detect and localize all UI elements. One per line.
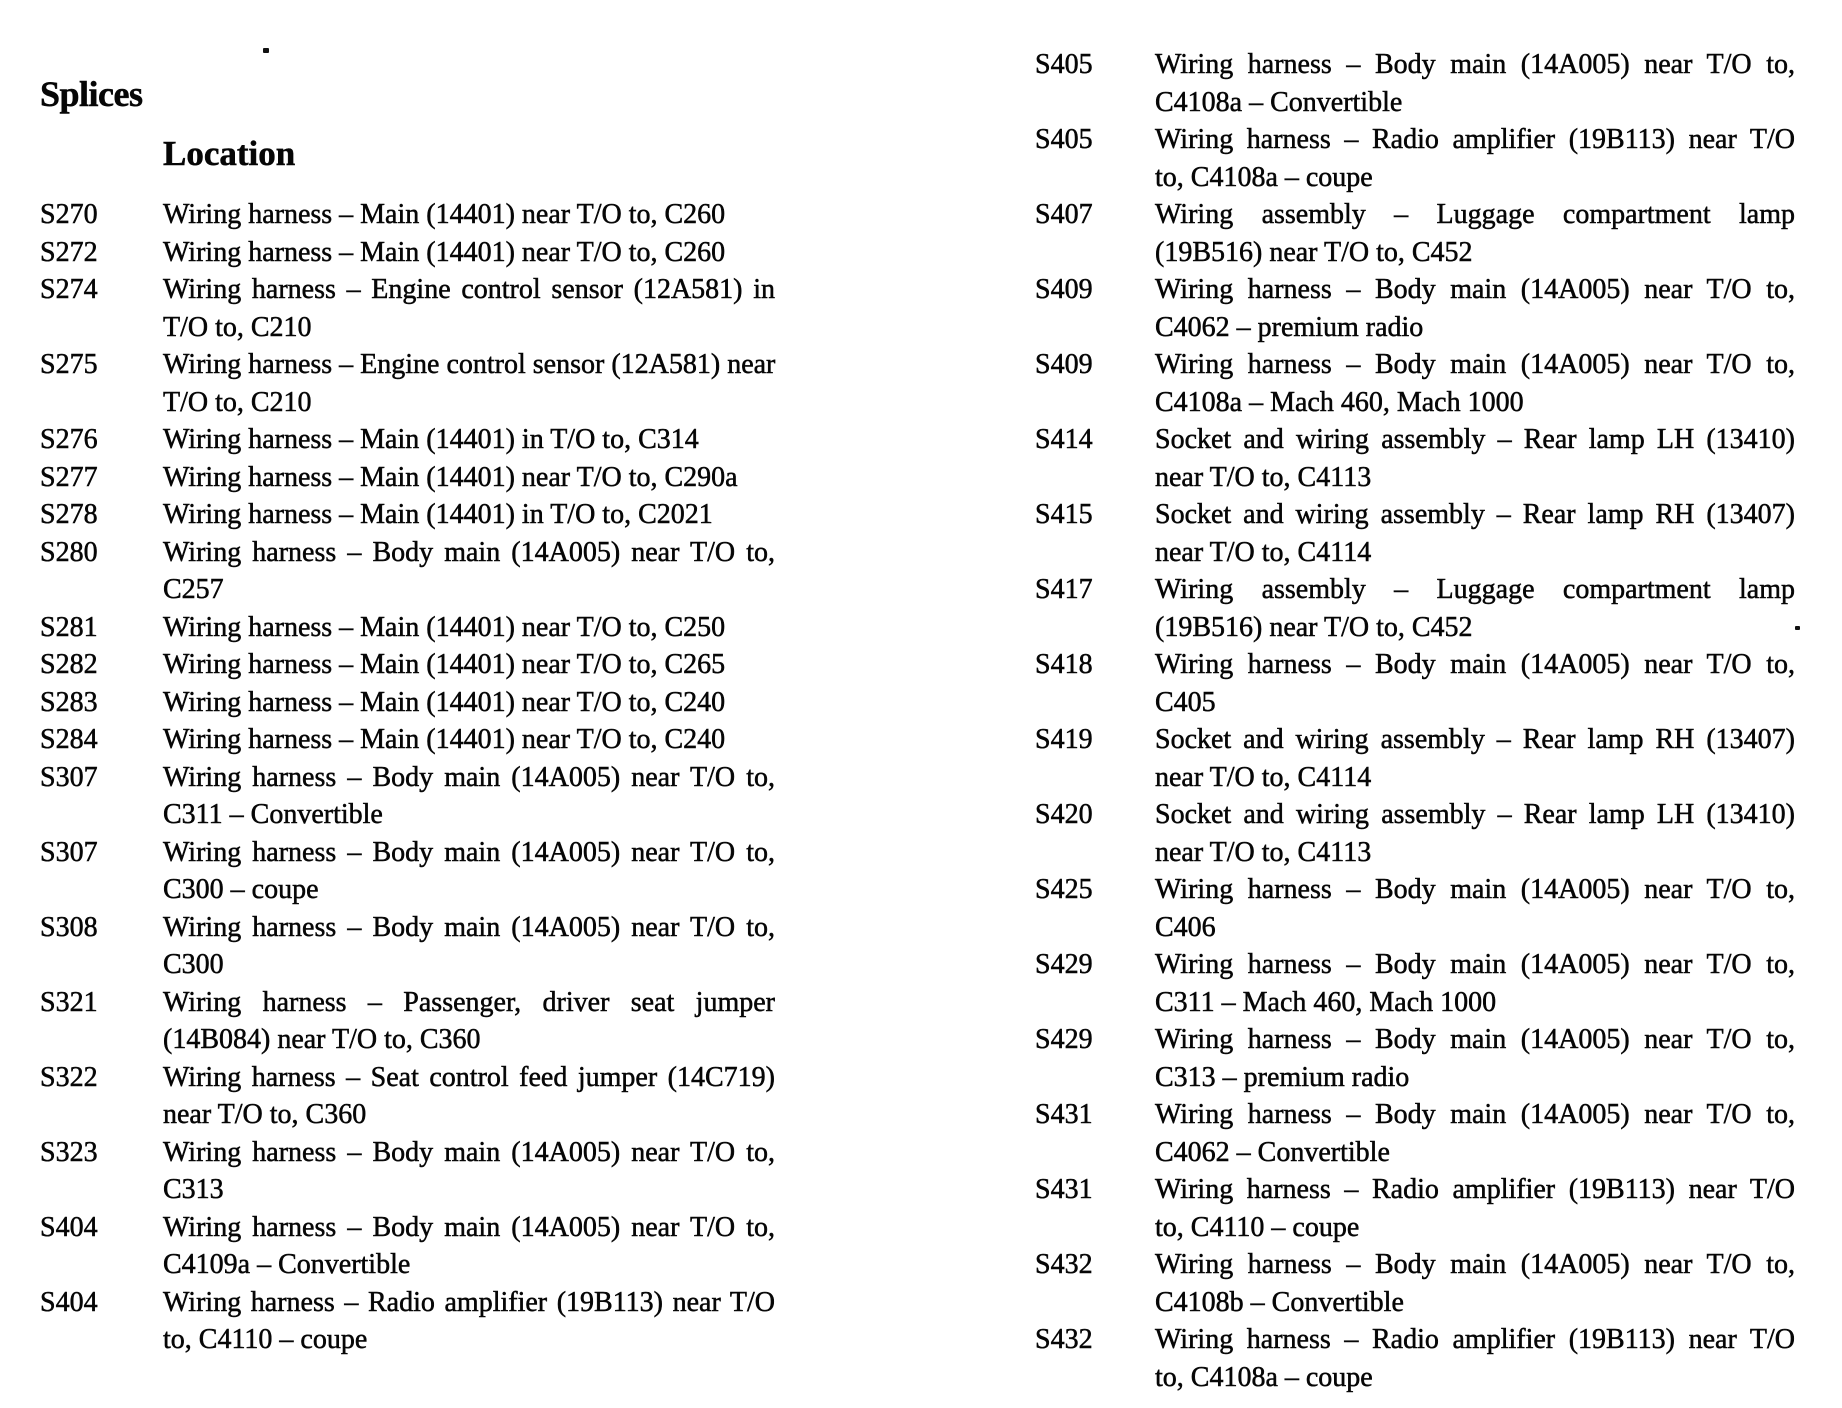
location-line: C406 xyxy=(1155,911,1216,943)
splice-code: S432 xyxy=(1035,1249,1093,1280)
splice-location xyxy=(1155,46,1795,121)
location-line: T/O to, C210 xyxy=(163,386,312,418)
location-line: Socket and wiring assembly – Rear lamp LH (13410) xyxy=(1155,799,1795,830)
splice-row xyxy=(40,271,775,346)
splice-location xyxy=(163,984,775,1059)
splice-row xyxy=(40,609,775,647)
splice-code: S321 xyxy=(40,986,98,1018)
splice-code: S409 xyxy=(1035,349,1093,380)
splice-row xyxy=(40,459,775,497)
splice-location xyxy=(163,421,775,459)
splice-row xyxy=(1035,271,1795,346)
splice-location xyxy=(1155,496,1795,571)
splice-list-right xyxy=(1035,46,1795,1396)
location-line: Wiring harness – Body main (14A005) near T/O to, xyxy=(1155,1024,1795,1055)
splice-code: S276 xyxy=(40,424,98,455)
location-line: Socket and wiring assembly – Rear lamp RH (13407) xyxy=(1155,499,1795,530)
location-line: Wiring harness – Body main (14A005) near T/O to, xyxy=(1155,1099,1795,1130)
splice-code: S270 xyxy=(40,199,98,230)
splice-row xyxy=(40,421,775,459)
splice-code: S322 xyxy=(40,1061,98,1093)
splice-row xyxy=(1035,421,1795,496)
splice-row xyxy=(1035,121,1795,196)
splice-code: S323 xyxy=(40,1136,98,1168)
location-line: Wiring harness – Main (14401) near T/O to, C250 xyxy=(163,611,726,643)
location-line: Wiring harness – Main (14401) near T/O to, C265 xyxy=(163,649,726,680)
page-title: Splices xyxy=(40,74,143,114)
location-line: C300 – coupe xyxy=(163,874,319,905)
location-line: C313 – premium radio xyxy=(1155,1061,1410,1093)
location-line: Wiring harness – Body main (14A005) near T/O to, xyxy=(163,536,775,568)
location-line: Wiring harness – Body main (14A005) near T/O to, xyxy=(163,911,775,943)
splice-location xyxy=(163,759,775,834)
location-line: to, C4110 – coupe xyxy=(163,1324,368,1355)
splice-row xyxy=(1035,496,1795,571)
location-line: Wiring harness – Body main (14A005) near T/O to, xyxy=(1155,49,1795,80)
splice-row xyxy=(40,496,775,534)
location-line: Wiring harness – Main (14401) near T/O to, C260 xyxy=(163,236,726,268)
splice-code: S281 xyxy=(40,611,98,643)
splice-code: S418 xyxy=(1035,649,1093,680)
location-line: Wiring harness – Engine control sensor (12A581) near xyxy=(163,349,776,380)
splice-code: S278 xyxy=(40,499,98,530)
location-line: Wiring assembly – Luggage compartment lamp xyxy=(1155,574,1795,605)
location-line: T/O to, C210 xyxy=(163,311,312,343)
splice-row xyxy=(1035,1096,1795,1171)
splice-row xyxy=(40,1209,775,1284)
splice-location xyxy=(1155,346,1795,421)
location-line: C311 – Mach 460, Mach 1000 xyxy=(1155,986,1497,1018)
location-line: C300 xyxy=(163,949,224,980)
splice-row xyxy=(1035,571,1795,646)
splice-code: S407 xyxy=(1035,199,1093,230)
splice-row xyxy=(40,534,775,609)
location-line: Wiring harness – Seat control feed jumper (14C719) xyxy=(163,1061,775,1093)
splice-location xyxy=(1155,1246,1795,1321)
location-line: Wiring harness – Main (14401) in T/O to, C2021 xyxy=(163,499,713,530)
splice-location xyxy=(163,346,775,421)
location-line: near T/O to, C4114 xyxy=(1155,536,1372,568)
location-line: to, C4110 – coupe xyxy=(1155,1211,1360,1243)
splice-location xyxy=(163,1134,775,1209)
splice-row xyxy=(1035,1321,1795,1396)
splice-location xyxy=(1155,121,1795,196)
location-line: Wiring harness – Body main (14A005) near T/O to, xyxy=(163,836,775,868)
location-line: Wiring harness – Body main (14A005) near T/O to, xyxy=(163,1136,775,1168)
location-line: Wiring harness – Body main (14A005) near T/O to, xyxy=(1155,949,1795,980)
splice-location xyxy=(163,609,775,647)
splice-location xyxy=(163,271,775,346)
splice-row xyxy=(40,234,775,272)
splice-code: S275 xyxy=(40,349,98,380)
location-line: Wiring harness – Main (14401) near T/O to, C290a xyxy=(163,461,738,493)
splice-location xyxy=(163,1209,775,1284)
splice-row xyxy=(40,909,775,984)
splice-location xyxy=(163,1059,775,1134)
splice-code: S414 xyxy=(1035,424,1093,455)
location-line: C4108b – Convertible xyxy=(1155,1286,1404,1318)
splice-row xyxy=(40,759,775,834)
location-line: C257 xyxy=(163,574,224,605)
splice-location xyxy=(163,684,775,722)
splice-row xyxy=(1035,1021,1795,1096)
location-line: Wiring harness – Body main (14A005) near T/O to, xyxy=(1155,349,1795,380)
splice-location xyxy=(163,496,775,534)
splice-row xyxy=(40,684,775,722)
location-line: Wiring harness – Engine control sensor (12A581) in xyxy=(163,274,775,305)
splice-location xyxy=(1155,1171,1795,1246)
splice-location xyxy=(163,834,775,909)
splice-location xyxy=(163,459,775,497)
location-line: C4062 – Convertible xyxy=(1155,1136,1390,1168)
splice-location xyxy=(163,196,775,234)
splice-row xyxy=(40,834,775,909)
splice-code: S283 xyxy=(40,686,98,718)
location-line: near T/O to, C360 xyxy=(163,1099,367,1130)
location-line: to, C4108a – coupe xyxy=(1155,1361,1373,1393)
location-line: Wiring harness – Body main (14A005) near T/O to, xyxy=(1155,1249,1795,1280)
splice-location xyxy=(1155,421,1795,496)
location-line: C4108a – Mach 460, Mach 1000 xyxy=(1155,386,1524,418)
splice-row xyxy=(40,721,775,759)
splice-code: S405 xyxy=(1035,49,1093,80)
splice-code: S425 xyxy=(1035,874,1093,905)
scan-speck xyxy=(1795,626,1800,630)
splice-row xyxy=(40,346,775,421)
location-line: Wiring harness – Radio amplifier (19B113) near T/O xyxy=(163,1286,775,1318)
splice-location xyxy=(1155,946,1795,1021)
splice-row xyxy=(1035,796,1795,871)
splice-row xyxy=(1035,871,1795,946)
splice-code: S307 xyxy=(40,836,98,868)
splice-location xyxy=(1155,796,1795,871)
location-line: Wiring harness – Body main (14A005) near T/O to, xyxy=(163,761,775,793)
splice-code: S429 xyxy=(1035,949,1093,980)
location-line: C311 – Convertible xyxy=(163,799,383,830)
location-line: Wiring harness – Radio amplifier (19B113) near T/O xyxy=(1155,1174,1795,1205)
splice-code: S431 xyxy=(1035,1099,1093,1130)
splice-code: S404 xyxy=(40,1211,98,1243)
splice-location xyxy=(163,534,775,609)
splice-code: S307 xyxy=(40,761,98,793)
location-line: (19B516) near T/O to, C452 xyxy=(1155,611,1473,643)
location-line: Socket and wiring assembly – Rear lamp RH (13407) xyxy=(1155,724,1795,755)
location-line: near T/O to, C4114 xyxy=(1155,761,1372,793)
location-line: Wiring harness – Radio amplifier (19B113) near T/O xyxy=(1155,1324,1795,1355)
splice-location xyxy=(1155,1021,1795,1096)
location-line: C405 xyxy=(1155,686,1216,718)
splice-row xyxy=(1035,346,1795,421)
scan-speck xyxy=(263,48,269,53)
location-line: Wiring harness – Main (14401) near T/O to, C240 xyxy=(163,686,726,718)
splice-code: S420 xyxy=(1035,799,1093,830)
splice-row xyxy=(1035,1171,1795,1246)
splice-location xyxy=(1155,196,1795,271)
splice-code: S308 xyxy=(40,911,98,943)
splice-code: S415 xyxy=(1035,499,1093,530)
location-line: Wiring harness – Body main (14A005) near T/O to, xyxy=(1155,874,1795,905)
splice-row xyxy=(1035,646,1795,721)
splice-code: S432 xyxy=(1035,1324,1093,1355)
location-line: Socket and wiring assembly – Rear lamp LH (13410) xyxy=(1155,424,1795,455)
location-line: C4108a – Convertible xyxy=(1155,86,1403,118)
splice-location xyxy=(1155,721,1795,796)
location-line: Wiring assembly – Luggage compartment lamp xyxy=(1155,199,1795,230)
splice-code: S431 xyxy=(1035,1174,1093,1205)
location-line: (19B516) near T/O to, C452 xyxy=(1155,236,1473,268)
splice-row xyxy=(40,1284,775,1359)
location-line: C4062 – premium radio xyxy=(1155,311,1424,343)
splice-location xyxy=(1155,871,1795,946)
splice-row xyxy=(40,196,775,234)
splice-code: S277 xyxy=(40,461,98,493)
location-line: Wiring harness – Body main (14A005) near T/O to, xyxy=(163,1211,775,1243)
splice-code: S274 xyxy=(40,274,98,305)
splice-row xyxy=(40,984,775,1059)
splice-location xyxy=(163,909,775,984)
splice-location xyxy=(1155,646,1795,721)
splice-row xyxy=(1035,1246,1795,1321)
splice-code: S409 xyxy=(1035,274,1093,305)
splice-row xyxy=(40,1134,775,1209)
splice-location xyxy=(1155,271,1795,346)
location-line: C4109a – Convertible xyxy=(163,1249,411,1280)
splice-code: S272 xyxy=(40,236,98,268)
location-line: Wiring harness – Main (14401) near T/O to, C260 xyxy=(163,199,726,230)
location-line: C313 xyxy=(163,1174,224,1205)
splice-location xyxy=(163,721,775,759)
splice-location xyxy=(1155,571,1795,646)
splice-location xyxy=(163,234,775,272)
splice-location xyxy=(1155,1096,1795,1171)
splice-row xyxy=(1035,721,1795,796)
splice-code: S280 xyxy=(40,536,98,568)
splice-location xyxy=(163,646,775,684)
location-line: Wiring harness – Passenger, driver seat jumper xyxy=(163,986,775,1018)
splice-code: S405 xyxy=(1035,124,1093,155)
splice-code: S419 xyxy=(1035,724,1093,755)
splice-code: S429 xyxy=(1035,1024,1093,1055)
location-line: Wiring harness – Body main (14A005) near T/O to, xyxy=(1155,274,1795,305)
splice-location xyxy=(1155,1321,1795,1396)
splice-row xyxy=(40,646,775,684)
splice-code: S417 xyxy=(1035,574,1093,605)
splice-row xyxy=(1035,196,1795,271)
location-line: Wiring harness – Body main (14A005) near T/O to, xyxy=(1155,649,1795,680)
location-line: near T/O to, C4113 xyxy=(1155,836,1372,868)
splice-row xyxy=(1035,946,1795,1021)
splice-code: S282 xyxy=(40,649,98,680)
splice-code: S404 xyxy=(40,1286,98,1318)
splice-code: S284 xyxy=(40,724,98,755)
splice-location xyxy=(163,1284,775,1359)
splice-list-left xyxy=(40,196,775,1359)
splice-row xyxy=(40,1059,775,1134)
splice-row xyxy=(1035,46,1795,121)
location-line: Wiring harness – Radio amplifier (19B113) near T/O xyxy=(1155,124,1795,155)
location-column-header: Location xyxy=(163,134,296,173)
location-line: (14B084) near T/O to, C360 xyxy=(163,1024,481,1055)
location-line: to, C4108a – coupe xyxy=(1155,161,1373,193)
location-line: Wiring harness – Main (14401) near T/O to, C240 xyxy=(163,724,726,755)
location-line: Wiring harness – Main (14401) in T/O to, C314 xyxy=(163,424,699,455)
location-line: near T/O to, C4113 xyxy=(1155,461,1372,493)
